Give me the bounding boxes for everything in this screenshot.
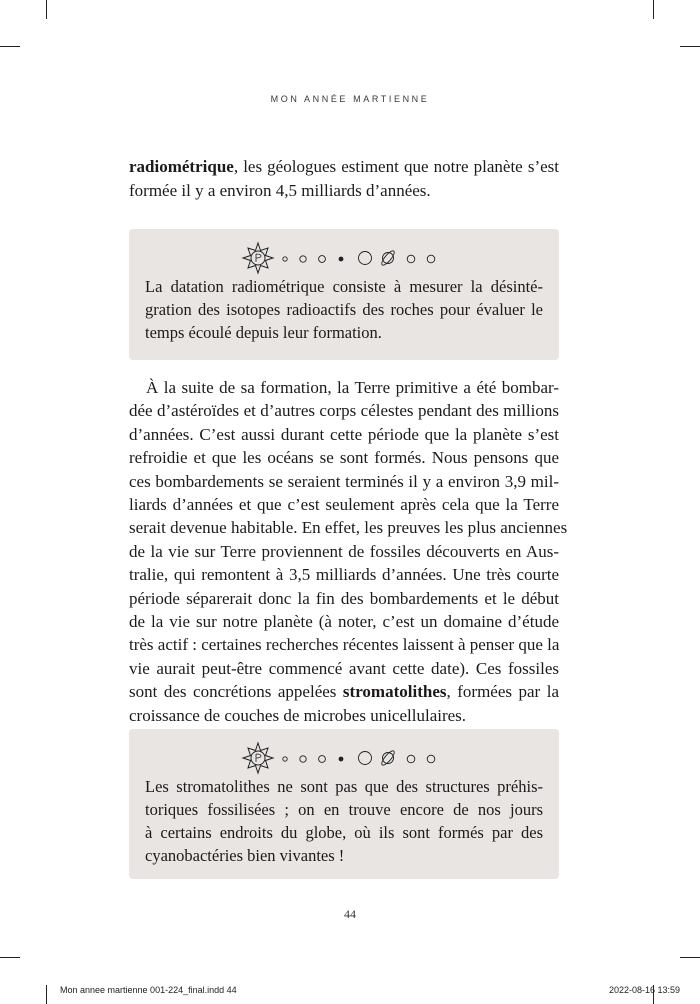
sun-icon — [243, 743, 273, 773]
text-line: à certains endroits du globe, où ils sont formés par des — [145, 823, 543, 842]
box-text — [145, 275, 543, 344]
text-line: serait devenue habitable. En effet, les preuves les plus anciennes — [129, 518, 568, 538]
paragraph-top — [129, 155, 559, 202]
crop-mark — [0, 46, 20, 47]
slug-timestamp: 2022-08-16 13:59 — [608, 985, 680, 995]
text-line: tralie, qui remontent à 3,5 milliards d’années. Une très courte — [129, 565, 559, 585]
planet-dot-icon — [427, 255, 435, 263]
text-line: croissance de couches de microbes unicellulaires. — [129, 705, 467, 725]
orbit-ornament — [241, 741, 451, 775]
text-line — [129, 680, 559, 703]
text-span: , les géologues estiment que notre planète s’est — [233, 157, 559, 176]
page-number: 44 — [344, 907, 356, 921]
text-line: La datation radiométrique consiste à mesurer la désinté- — [145, 277, 543, 296]
earth-dot-icon — [339, 757, 344, 762]
slug-file-info: Mon annee martienne 001-224_final.indd 44 — [60, 985, 237, 995]
orbit-ornament — [241, 241, 451, 275]
bold-term: radiométrique — [129, 157, 234, 176]
text-line: dée d’astéroïdes et d’autres corps célestes pendant des millions — [129, 401, 559, 421]
text-line: toriques fossilisées ; on en trouve encore de nos jours — [145, 800, 543, 819]
crop-mark — [680, 957, 700, 958]
info-box — [129, 229, 559, 360]
text-line: gration des isotopes radioactifs des roches pour évaluer le — [145, 300, 543, 319]
planet-dot-icon — [407, 255, 415, 263]
text-line: de la vie sur notre planète (à noter, c’est un domaine d’étude — [129, 612, 559, 632]
planet-dot-icon — [427, 755, 435, 763]
box-text — [145, 775, 543, 867]
text-span: , formées par la — [446, 682, 559, 702]
text-line: refroidie et que les océans se sont formés. Nous pensons que — [129, 448, 559, 468]
saturn-icon — [380, 249, 396, 267]
text-line: très actif : certaines recherches récentes laissent à penser que la — [129, 635, 560, 655]
planet-dot-icon — [300, 256, 306, 262]
saturn-icon — [380, 749, 396, 767]
paragraph-main — [129, 376, 568, 727]
sun-icon — [243, 243, 273, 273]
planet-dot-icon — [319, 256, 326, 263]
text-line: d’années. C’est aussi durant cette période que la planète s’est — [129, 424, 559, 444]
mars-circle-icon — [359, 252, 372, 265]
text-line: cyanobactéries bien vivantes ! — [145, 846, 345, 865]
text-line: période séparerait donc la fin des bombardements et le début — [129, 588, 559, 608]
planet-dot-icon — [319, 756, 326, 763]
crop-mark — [46, 0, 47, 19]
text-line: À la suite de sa formation, la Terre primitive a été bombar- — [146, 378, 559, 397]
bold-term: stromatolithes — [342, 682, 447, 702]
planet-dot-icon — [283, 757, 287, 761]
running-head: MON ANNÉE MARTIENNE — [270, 94, 430, 104]
text-span: sont des concrétions appelées — [129, 682, 343, 702]
text-line: ces bombardements se seraient terminés il y a environ 3,9 mil- — [129, 471, 559, 491]
text-line — [129, 155, 559, 179]
planet-dot-icon — [283, 257, 287, 261]
info-box — [129, 729, 559, 879]
crop-mark — [0, 957, 20, 958]
text-line: Les stromatolithes ne sont pas que des structures préhis- — [145, 777, 543, 796]
text-line: temps écoulé depuis leur formation. — [145, 323, 382, 342]
text-line: formée il y a environ 4,5 milliards d’années. — [129, 180, 431, 200]
text-line: de la vie sur Terre proviennent de fossiles découverts en Aus- — [129, 541, 559, 561]
text-line: vie aurait peut-être commencé avant cette date). Ces fossiles — [129, 658, 559, 678]
text-line: liards d’années et que c’est seulement après cela que la Terre — [129, 495, 559, 515]
crop-mark — [653, 0, 654, 19]
earth-dot-icon — [339, 257, 344, 262]
mars-circle-icon — [359, 752, 372, 765]
planet-dot-icon — [407, 755, 415, 763]
planet-dot-icon — [300, 756, 306, 762]
crop-mark — [46, 985, 47, 1004]
crop-mark — [680, 46, 700, 47]
